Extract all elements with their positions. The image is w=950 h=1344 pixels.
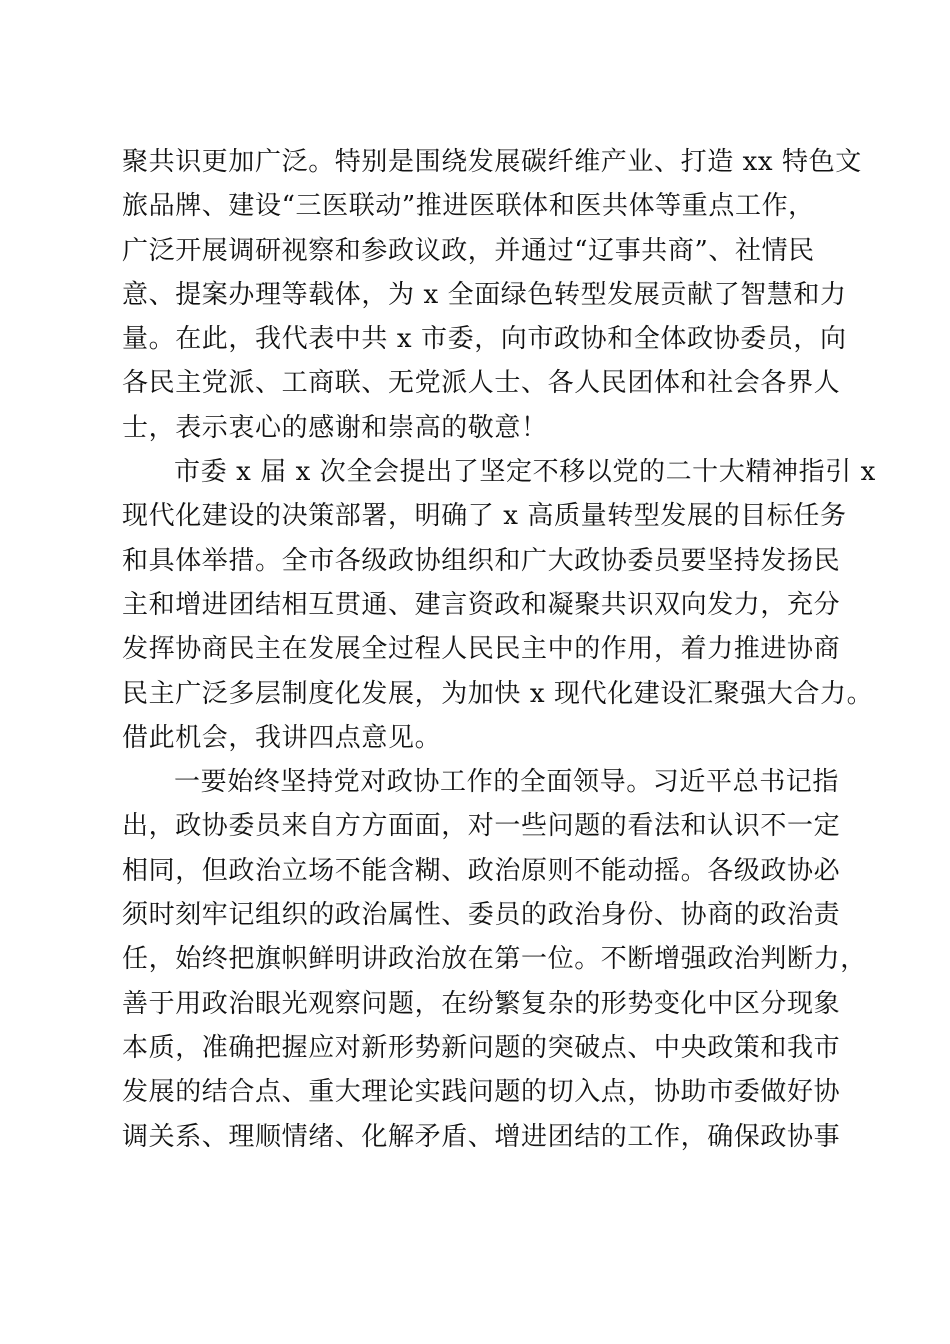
- text-line: 调关系、理顺情绪、化解矛盾、增进团结的工作，确保政协事: [122, 1121, 841, 1152]
- text-line: 量。在此，我代表中共 x 市委，向市政协和全体政协委员，向: [122, 324, 847, 355]
- text-line: 本质，准确把握应对新形势新问题的突破点、中央政策和我市: [122, 1032, 841, 1063]
- text-line: 相同，但政治立场不能含糊、政治原则不能动摇。各级政协必: [122, 855, 841, 886]
- text-line: 民主广泛多层制度化发展，为加快 x 现代化建设汇聚强大合力。: [122, 678, 874, 709]
- text-line: 任，始终把旗帜鲜明讲政治放在第一位。不断增强政治判断力，: [122, 944, 867, 975]
- text-line: 发挥协商民主在发展全过程人民民主中的作用，着力推进协商: [122, 634, 841, 665]
- text-line: 主和增进团结相互贯通、建言资政和凝聚共识双向发力，充分: [122, 589, 841, 620]
- text-line: 善于用政治眼光观察问题，在纷繁复杂的形势变化中区分现象: [122, 988, 841, 1019]
- text-line: 各民主党派、工商联、无党派人士、各人民团体和社会各界人: [122, 368, 841, 399]
- text-line: 出，政协委员来自方方面面，对一些问题的看法和认识不一定: [122, 811, 841, 842]
- document-body: [122, 140, 876, 1159]
- text-line: 发展的结合点、重大理论实践问题的切入点，协助市委做好协: [122, 1077, 841, 1108]
- text-line: 意、提案办理等载体，为 x 全面绿色转型发展贡献了智慧和力: [122, 279, 847, 310]
- text-line: 须时刻牢记组织的政治属性、委员的政治身份、协商的政治责: [122, 900, 841, 931]
- text-line: 旅品牌、建设“三医联动”推进医联体和医共体等重点工作，: [122, 191, 815, 222]
- text-line: 和具体举措。全市各级政协组织和广大政协委员要坚持发扬民: [122, 545, 841, 576]
- text-line: 市委 x 届 x 次全会提出了坚定不移以党的二十大精神指引 x: [174, 457, 876, 488]
- text-line: 借此机会，我讲四点意见。: [122, 722, 442, 753]
- text-line: 一要始终坚持党对政协工作的全面领导。习近平总书记指: [174, 767, 840, 798]
- text-line: 士，表示衷心的感谢和崇高的敬意！: [122, 412, 548, 443]
- text-line: 现代化建设的决策部署，明确了 x 高质量转型发展的目标任务: [122, 501, 847, 532]
- paragraph-1: [122, 140, 862, 450]
- text-line: 广泛开展调研视察和参政议政，并通过“辽事共商”、社情民: [122, 235, 815, 266]
- text-line: 聚共识更加广泛。特别是围绕发展碳纤维产业、打造 xx 特色文: [122, 147, 862, 177]
- paragraph-2: [122, 450, 876, 760]
- paragraph-3: [122, 760, 867, 1159]
